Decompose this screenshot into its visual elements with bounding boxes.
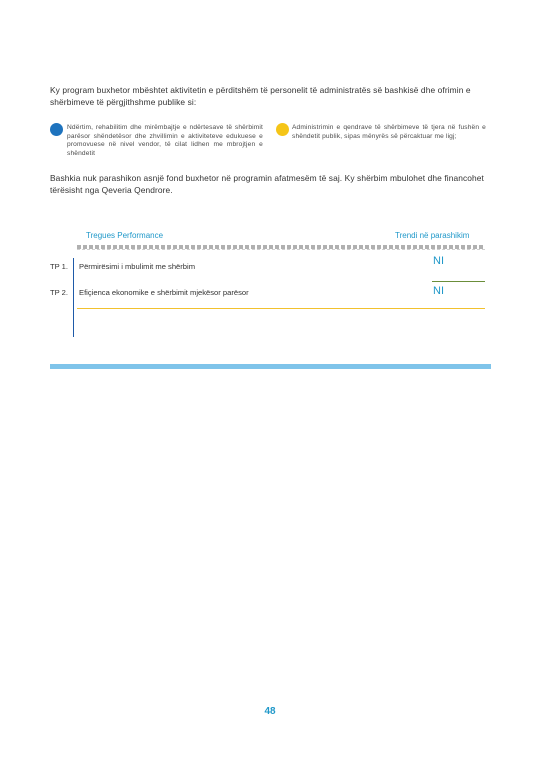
- yellow-bullet-icon: [276, 123, 289, 136]
- row-divider-yellow: [77, 308, 485, 309]
- blue-bullet-icon: [50, 123, 63, 136]
- row-trend-tp2: NI: [433, 285, 444, 297]
- row-trend-tp1: NI: [433, 255, 444, 267]
- row-divider-green: [432, 281, 485, 282]
- row-text-tp1: Përmirësimi i mbulimit me shërbim: [79, 262, 196, 271]
- row-label-tp2: TP 2.: [50, 288, 69, 297]
- bullet-item-1: Ndërtim, rehabilitim dhe mirëmbajtje e ndërtesave të shërbimit parësor shëndetësor dhe zhvillimin e aktiviteteve edukuese e promovuese në nivel vendor, të cilat lidhen me mbrojtjen e shëndetit: [67, 124, 263, 157]
- table-header-trend: Trendi në parashikim: [395, 231, 470, 240]
- bullet-item-2: Administrimin e qendrave të shërbimeve të tjera në fushën e shëndetit publik, sipas mënyrës së përcaktuar me ligj;: [292, 124, 486, 140]
- header-divider-thin: [77, 249, 485, 250]
- row-label-tp1: TP 1.: [50, 262, 69, 271]
- funding-paragraph: Bashkia nuk parashikon asnjë fond buxhetor në programin afatmesëm të saj. Ky shërbim mbulohet dhe financohet tërësisht nga Qeveria Qendrore.: [50, 173, 484, 195]
- page-number: 48: [264, 706, 276, 717]
- table-header-indicators: Tregues Performance: [86, 231, 164, 240]
- table-left-rule: [73, 258, 74, 337]
- row-text-tp2: Efiçienca ekonomike e shërbimit mjekësor parësor: [79, 288, 249, 297]
- table-bottom-bar: [50, 364, 491, 369]
- intro-paragraph: Ky program buxhetor mbështet aktivitetin e përditshëm të personelit të administratës së bashkisë dhe ofrimin e shërbimeve të përgjithshme publike si:: [50, 85, 471, 107]
